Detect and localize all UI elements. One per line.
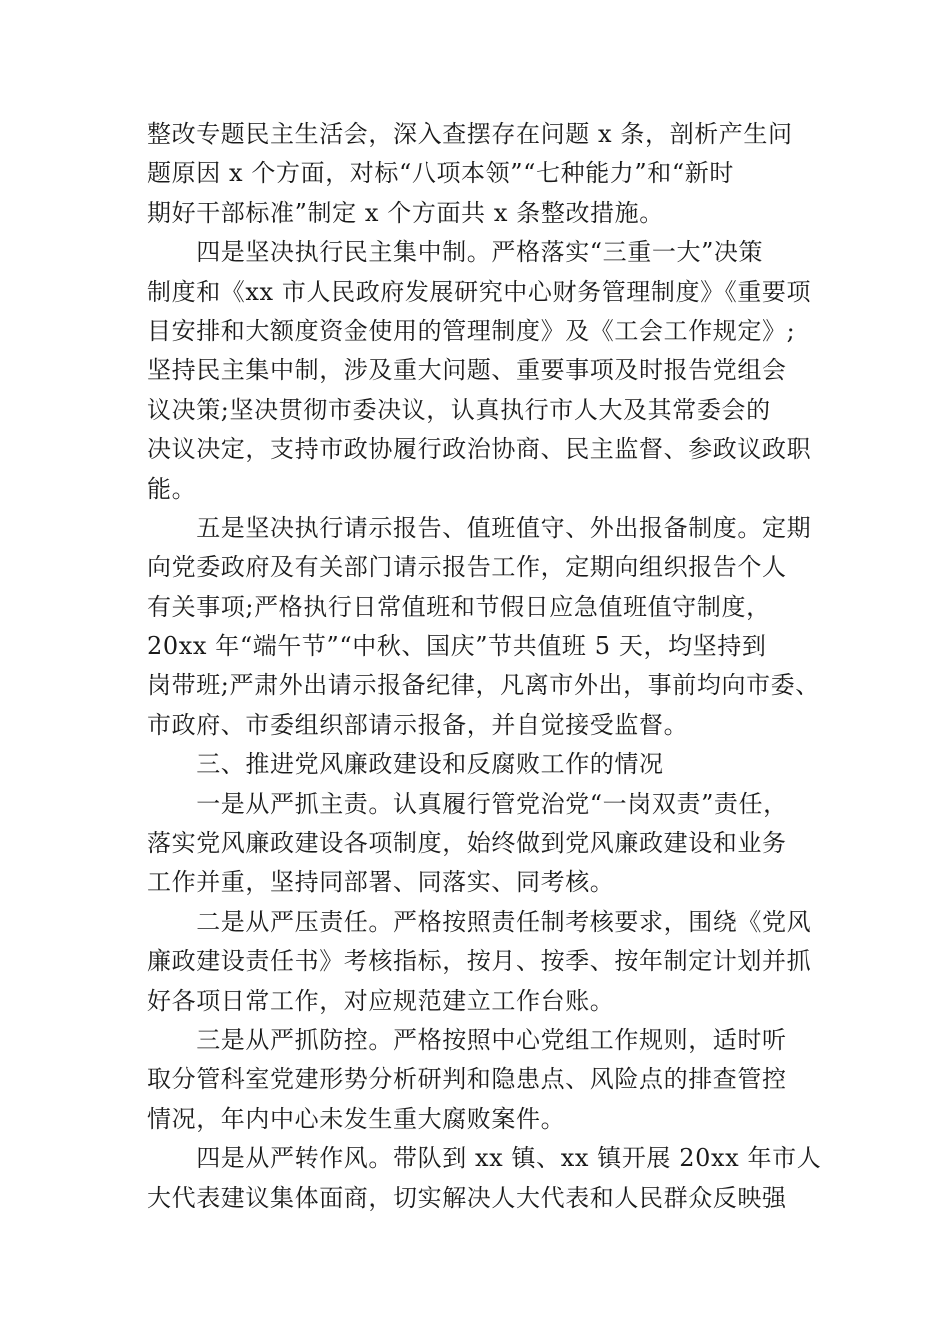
text-line: 廉政建设责任书》考核指标，按月、按季、按年制定计划并抓	[147, 947, 812, 976]
text-line: 坚持民主集中制，涉及重大问题、重要事项及时报告党组会	[147, 356, 787, 385]
text-line: 工作并重，坚持同部署、同落实、同考核。	[147, 868, 615, 897]
text-line: 取分管科室党建形势分析研判和隐患点、风险点的排查管控	[147, 1065, 787, 1094]
text-line: 情况，年内中心未发生重大腐败案件。	[147, 1104, 566, 1133]
text-line: 大代表建议集体面商，切实解决人大代表和人民群众反映强	[147, 1183, 787, 1212]
text-line: 市政府、市委组织部请示报备，并自觉接受监督。	[147, 710, 689, 739]
text-line: 一是从严抓主责。认真履行管党治党“一岗双责”责任，	[147, 789, 788, 818]
text-line: 四是从严转作风。带队到 xx 镇、xx 镇开展 20xx 年市人	[147, 1144, 822, 1173]
text-line: 制度和《xx 市人民政府发展研究中心财务管理制度》《重要项	[147, 277, 812, 306]
text-line: 二是从严压责任。严格按照责任制考核要求，围绕《党风	[147, 907, 812, 936]
section-heading: 三、推进党风廉政建设和反腐败工作的情况	[147, 750, 664, 779]
text-line: 好各项日常工作，对应规范建立工作台账。	[147, 986, 615, 1015]
document-body	[147, 115, 827, 1218]
text-line: 四是坚决执行民主集中制。严格落实“三重一大”决策	[147, 238, 764, 267]
text-line: 有关事项;严格执行日常值班和节假日应急值班值守制度，	[147, 592, 771, 621]
text-line: 能。	[147, 474, 197, 503]
text-line: 议决策;坚决贯彻市委决议，认真执行市人大及其常委会的	[147, 395, 771, 424]
text-line: 目安排和大额度资金使用的管理制度》及《工会工作规定》;	[147, 316, 796, 345]
text-line: 期好干部标准”制定 x 个方面共 x 条整改措施。	[147, 198, 664, 227]
text-line: 决议决定，支持市政协履行政治协商、民主监督、参政议政职	[147, 435, 812, 464]
text-line: 题原因 x 个方面，对标“八项本领”“七种能力”和“新时	[147, 159, 734, 188]
text-line: 向党委政府及有关部门请示报告工作，定期向组织报告个人	[147, 553, 787, 582]
text-line: 20xx 年“端午节”“中秋、国庆”节共值班 5 天，均坚持到	[147, 632, 767, 661]
text-line: 岗带班;严肃外出请示报备纪律，凡离市外出，事前均向市委、	[147, 671, 820, 700]
text-line: 落实党风廉政建设各项制度，始终做到党风廉政建设和业务	[147, 829, 787, 858]
text-line: 整改专题民主生活会，深入查摆存在问题 x 条，剖析产生问	[147, 120, 793, 148]
text-line: 五是坚决执行请示报告、值班值守、外出报备制度。定期	[147, 513, 812, 542]
text-line: 三是从严抓防控。严格按照中心党组工作规则，适时听	[147, 1025, 787, 1054]
